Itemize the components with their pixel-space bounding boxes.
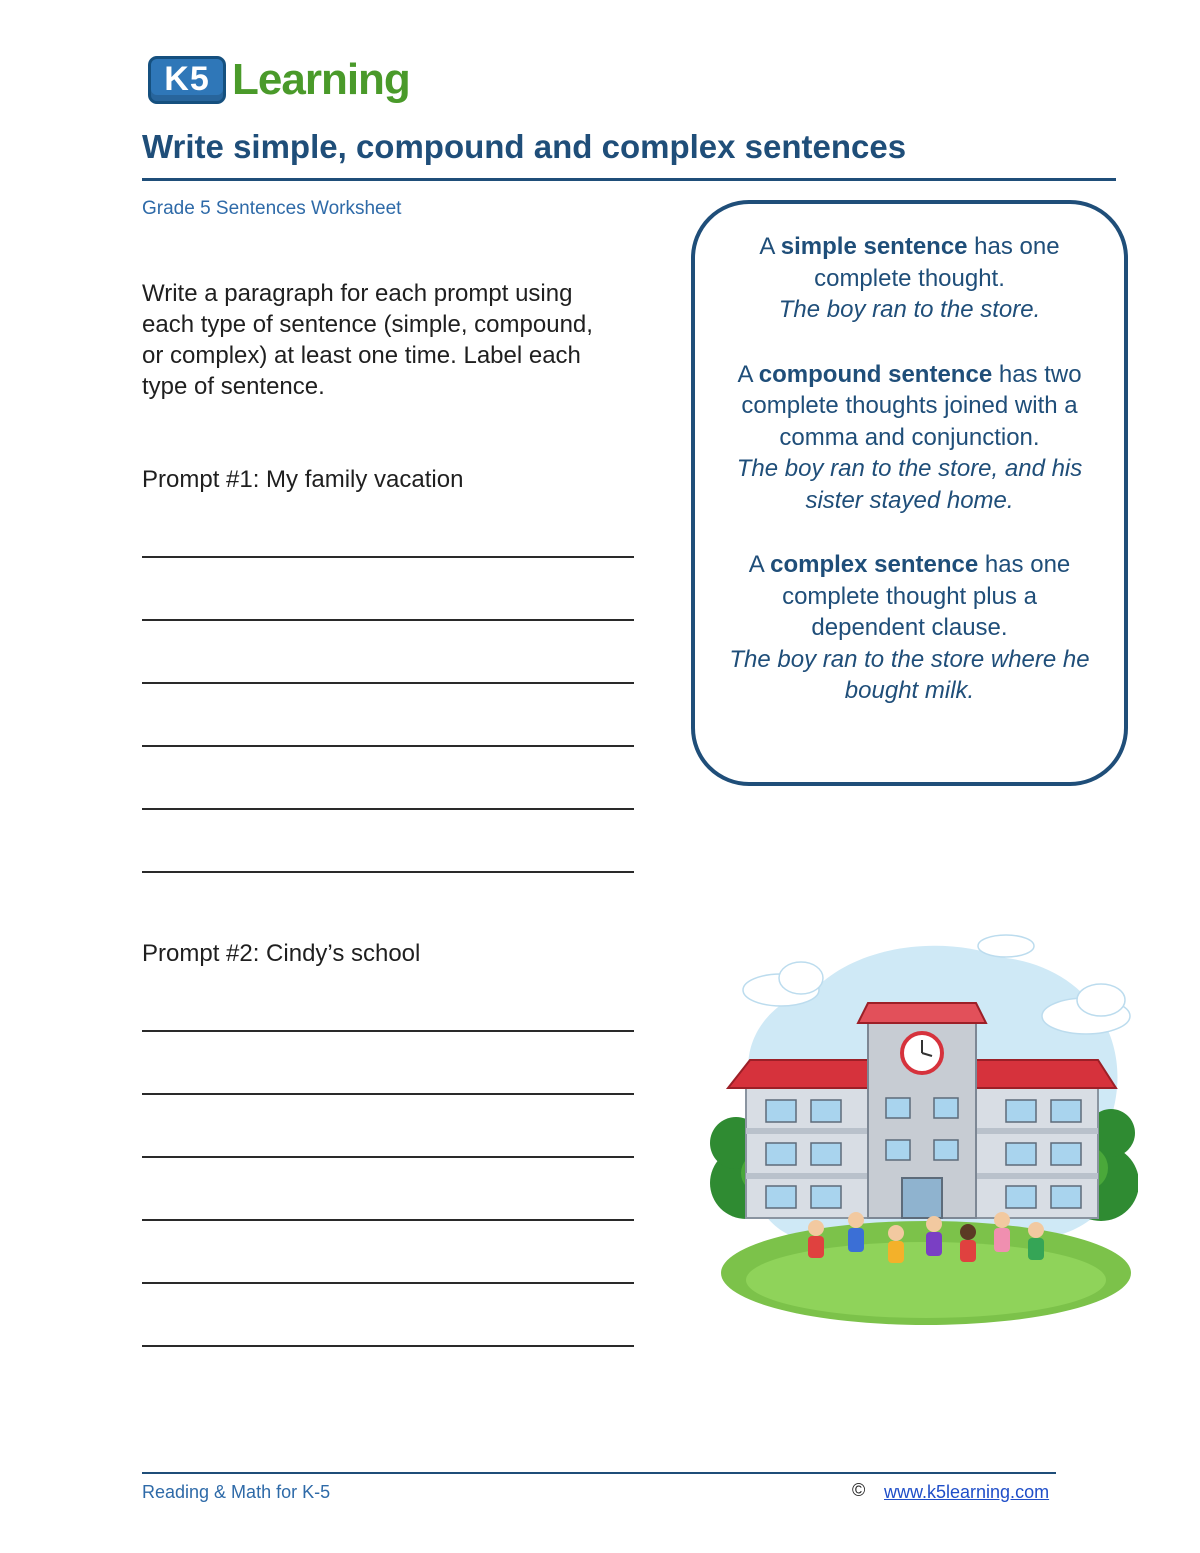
complex-sentence-definition: A complex sentence has one complete thought plus a dependent clause. The boy ran to the store where he bought milk. bbox=[729, 551, 1090, 704]
logo-badge: K5 bbox=[148, 56, 226, 104]
sentence-types-info-box bbox=[691, 200, 1128, 786]
page-title: Write simple, compound and complex sentences bbox=[142, 128, 907, 165]
compound-sentence-example: The boy ran to the store, and his sister stayed home. bbox=[736, 455, 1083, 514]
answer-line[interactable] bbox=[142, 1030, 634, 1032]
answer-line[interactable] bbox=[142, 1282, 634, 1284]
prompt-1-label: Prompt #1: My family vacation bbox=[142, 466, 464, 493]
answer-line[interactable] bbox=[142, 745, 634, 747]
worksheet-subtitle: Grade 5 Sentences Worksheet bbox=[142, 198, 402, 219]
instructions-text: Write a paragraph for each prompt using each type of sentence (simple, compound, or complex) at least one time. Label each type of sentence. bbox=[142, 280, 593, 400]
compound-sentence-term: compound sentence bbox=[758, 360, 993, 388]
answer-line[interactable] bbox=[142, 1093, 634, 1095]
footer-tagline: Reading & Math for K-5 bbox=[142, 1482, 331, 1502]
answer-line[interactable] bbox=[142, 871, 634, 873]
answer-line[interactable] bbox=[142, 808, 634, 810]
simple-sentence-example: The boy ran to the store. bbox=[778, 296, 1041, 323]
title-divider bbox=[142, 178, 1116, 181]
prompt-2-label: Prompt #2: Cindy’s school bbox=[142, 940, 421, 967]
answer-line[interactable] bbox=[142, 619, 634, 621]
answer-line[interactable] bbox=[142, 1219, 634, 1221]
simple-sentence-definition: A simple sentence has one complete thought. The boy ran to the store. bbox=[759, 233, 1060, 323]
school-illustration bbox=[706, 928, 1138, 1328]
answer-line[interactable] bbox=[142, 1345, 634, 1347]
copyright-symbol: © bbox=[852, 1480, 866, 1500]
footer-divider bbox=[142, 1472, 1056, 1474]
complex-sentence-example: The boy ran to the store where he bought milk. bbox=[729, 645, 1090, 704]
answer-line[interactable] bbox=[142, 682, 634, 684]
logo-wordmark: Learning bbox=[232, 55, 410, 104]
k5learning-website-link[interactable]: www.k5learning.com bbox=[884, 1482, 1050, 1502]
answer-line[interactable] bbox=[142, 1156, 634, 1158]
complex-sentence-term: complex sentence bbox=[770, 551, 979, 578]
simple-sentence-term: simple sentence bbox=[780, 233, 968, 260]
k5-learning-logo bbox=[148, 46, 410, 110]
compound-sentence-definition: A compound sentence has two complete thoughts joined with a comma and conjunction. The boy ran to the store, and his sister stayed home. bbox=[736, 360, 1083, 514]
answer-line[interactable] bbox=[142, 556, 634, 558]
